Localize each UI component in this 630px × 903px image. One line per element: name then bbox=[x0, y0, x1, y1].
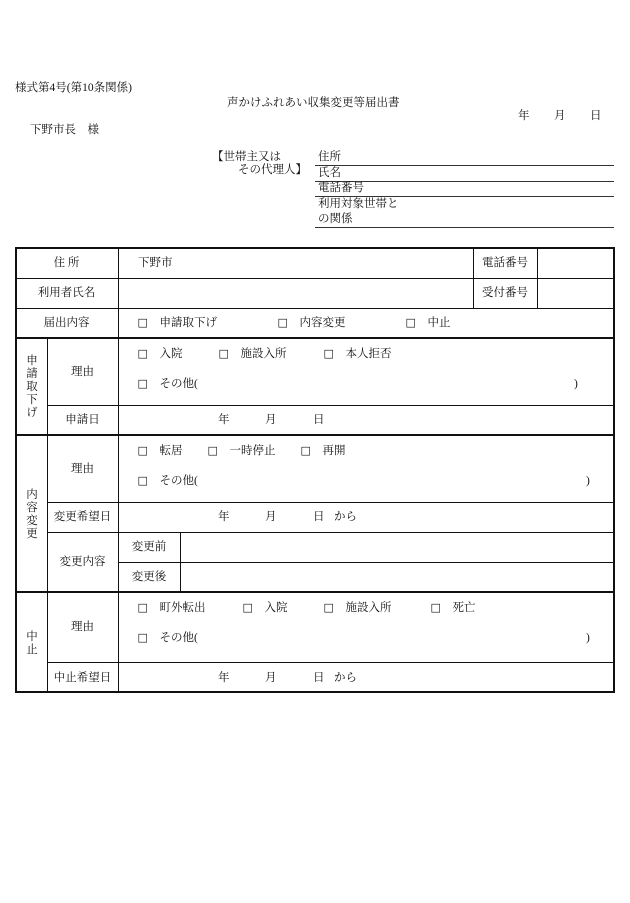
option-label: 転居 bbox=[159, 445, 183, 457]
change-reason-label: 理由 bbox=[71, 462, 94, 475]
withdrawal-reason-refusal[interactable] bbox=[323, 347, 392, 361]
change-detail-label: 変更内容 bbox=[59, 556, 106, 568]
checkbox[interactable]: □ bbox=[137, 444, 148, 457]
option-label: その他( bbox=[159, 475, 198, 487]
stop-reason-label: 理由 bbox=[71, 621, 94, 633]
date-from-label: から bbox=[334, 672, 357, 684]
option-label: 施設入所 bbox=[240, 348, 287, 360]
date-year-label: 年 bbox=[218, 511, 230, 523]
addressee: 下野市長 様 bbox=[30, 124, 99, 136]
stop-other-close-paren: ) bbox=[586, 632, 590, 644]
checkbox[interactable]: □ bbox=[300, 444, 311, 457]
change-reason-move[interactable] bbox=[137, 444, 183, 458]
change-section-label-text: 内容変更 bbox=[25, 487, 37, 540]
date-day-label: 日 bbox=[313, 511, 325, 523]
user-name-field[interactable] bbox=[118, 278, 473, 308]
change-reason-resume[interactable] bbox=[300, 444, 346, 458]
stop-section-label bbox=[15, 592, 47, 693]
checkbox[interactable]: □ bbox=[137, 316, 148, 329]
withdrawal-other-reason-input[interactable] bbox=[207, 377, 572, 391]
withdrawal-reason-hospitalization[interactable] bbox=[137, 347, 183, 361]
withdrawal-date-field[interactable] bbox=[118, 405, 615, 435]
notice-option-withdrawal[interactable] bbox=[137, 316, 217, 330]
stop-section-label-text: 中止 bbox=[25, 629, 37, 656]
address-prefix: 下野市 bbox=[138, 257, 173, 269]
option-label: その他( bbox=[159, 378, 198, 390]
date-month-label: 月 bbox=[265, 672, 277, 684]
stop-reason-other[interactable] bbox=[137, 631, 198, 645]
withdrawal-date-label: 申請日 bbox=[65, 414, 100, 426]
submission-date-year-label: 年 bbox=[518, 110, 530, 122]
change-after-label: 変更後 bbox=[131, 571, 167, 583]
notice-label: 届出内容 bbox=[43, 317, 90, 329]
checkbox[interactable]: □ bbox=[137, 601, 148, 614]
withdrawal-section-label-text: 申請取下げ bbox=[25, 354, 37, 419]
option-label: 内容変更 bbox=[299, 317, 346, 329]
change-reason-pause[interactable] bbox=[207, 444, 276, 458]
checkbox[interactable]: □ bbox=[137, 377, 148, 390]
address-value-field[interactable] bbox=[118, 247, 473, 278]
withdrawal-section-label bbox=[15, 338, 47, 435]
change-after-field[interactable] bbox=[180, 562, 615, 592]
applicant-relation-field[interactable] bbox=[315, 197, 614, 228]
change-other-reason-input[interactable] bbox=[207, 474, 584, 488]
checkbox[interactable]: □ bbox=[137, 474, 148, 487]
applicant-phone-field[interactable] bbox=[315, 182, 614, 197]
option-label: 一時停止 bbox=[229, 445, 276, 457]
user-name-label: 利用者氏名 bbox=[37, 287, 96, 299]
date-year-label: 年 bbox=[218, 414, 230, 426]
applicant-name-label: 氏名 bbox=[318, 167, 341, 179]
change-date-label: 変更希望日 bbox=[53, 511, 112, 523]
withdrawal-reason-label: 理由 bbox=[71, 365, 94, 378]
address-label: 住 所 bbox=[53, 256, 80, 269]
checkbox[interactable]: □ bbox=[430, 601, 441, 614]
submission-date-month-label: 月 bbox=[554, 110, 566, 122]
stop-reason-moved-out[interactable] bbox=[137, 601, 206, 615]
option-label: その他( bbox=[159, 632, 198, 644]
stop-other-reason-input[interactable] bbox=[207, 631, 584, 645]
change-reason-other[interactable] bbox=[137, 474, 198, 488]
change-section-label bbox=[15, 435, 47, 592]
date-year-label: 年 bbox=[218, 672, 230, 684]
checkbox[interactable]: □ bbox=[323, 601, 334, 614]
stop-date-field[interactable] bbox=[118, 662, 615, 693]
applicant-relation-label-line1: 利用対象世帯と bbox=[318, 198, 399, 210]
stop-reason-death[interactable] bbox=[430, 601, 476, 615]
stop-date-label: 中止希望日 bbox=[53, 671, 112, 684]
checkbox[interactable]: □ bbox=[323, 347, 334, 360]
option-label: 町外転出 bbox=[159, 602, 206, 614]
notice-option-stop[interactable] bbox=[405, 316, 451, 330]
option-label: 死亡 bbox=[452, 602, 476, 614]
applicant-address-field[interactable] bbox=[315, 149, 614, 166]
change-before-field[interactable] bbox=[180, 532, 615, 562]
phone-value-field[interactable] bbox=[537, 247, 615, 278]
checkbox[interactable]: □ bbox=[137, 347, 148, 360]
change-other-close-paren: ) bbox=[586, 475, 590, 487]
checkbox[interactable]: □ bbox=[218, 347, 229, 360]
notice-option-change[interactable] bbox=[277, 316, 346, 330]
option-label: 入院 bbox=[159, 348, 183, 360]
withdrawal-reason-other[interactable] bbox=[137, 377, 198, 391]
change-date-field[interactable] bbox=[118, 502, 615, 532]
checkbox[interactable]: □ bbox=[207, 444, 218, 457]
checkbox[interactable]: □ bbox=[405, 316, 416, 329]
date-month-label: 月 bbox=[265, 511, 277, 523]
checkbox[interactable]: □ bbox=[277, 316, 288, 329]
option-label: 本人拒否 bbox=[345, 348, 392, 360]
applicant-role-line2: その代理人】 bbox=[238, 164, 307, 176]
change-reason-options bbox=[118, 435, 615, 502]
date-day-label: 日 bbox=[313, 672, 325, 684]
stop-reason-options bbox=[118, 592, 615, 662]
withdrawal-other-close-paren: ) bbox=[574, 378, 578, 390]
stop-reason-facility[interactable] bbox=[323, 601, 392, 615]
change-before-label: 変更前 bbox=[131, 541, 167, 553]
notice-options bbox=[118, 308, 615, 338]
receipt-number-field[interactable] bbox=[537, 278, 615, 308]
date-day-label: 日 bbox=[313, 414, 325, 426]
date-month-label: 月 bbox=[265, 414, 277, 426]
withdrawal-reason-facility[interactable] bbox=[218, 347, 287, 361]
form-number: 様式第4号(第10条関係) bbox=[15, 82, 132, 94]
date-from-label: から bbox=[334, 511, 357, 523]
applicant-address-label: 住所 bbox=[318, 151, 341, 163]
stop-reason-hospitalization[interactable] bbox=[242, 601, 288, 615]
checkbox[interactable]: □ bbox=[137, 631, 148, 644]
form-title: 声かけふれあい収集変更等届出書 bbox=[227, 97, 400, 109]
option-label: 再開 bbox=[322, 445, 346, 457]
applicant-name-field[interactable] bbox=[315, 166, 614, 182]
submission-date-day-label: 日 bbox=[590, 110, 602, 122]
withdrawal-reason-options bbox=[118, 338, 615, 405]
option-label: 中止 bbox=[427, 317, 451, 329]
applicant-role-line1: 【世帯主又は bbox=[212, 151, 281, 163]
applicant-phone-label: 電話番号 bbox=[318, 182, 364, 194]
submission-date[interactable] bbox=[505, 109, 610, 123]
option-label: 入院 bbox=[264, 602, 288, 614]
option-label: 申請取下げ bbox=[159, 317, 217, 329]
applicant-relation-label-line2: の関係 bbox=[318, 213, 353, 225]
checkbox[interactable]: □ bbox=[242, 601, 253, 614]
receipt-number-label: 受付番号 bbox=[482, 287, 528, 299]
phone-label: 電話番号 bbox=[482, 256, 528, 269]
option-label: 施設入所 bbox=[345, 602, 392, 614]
